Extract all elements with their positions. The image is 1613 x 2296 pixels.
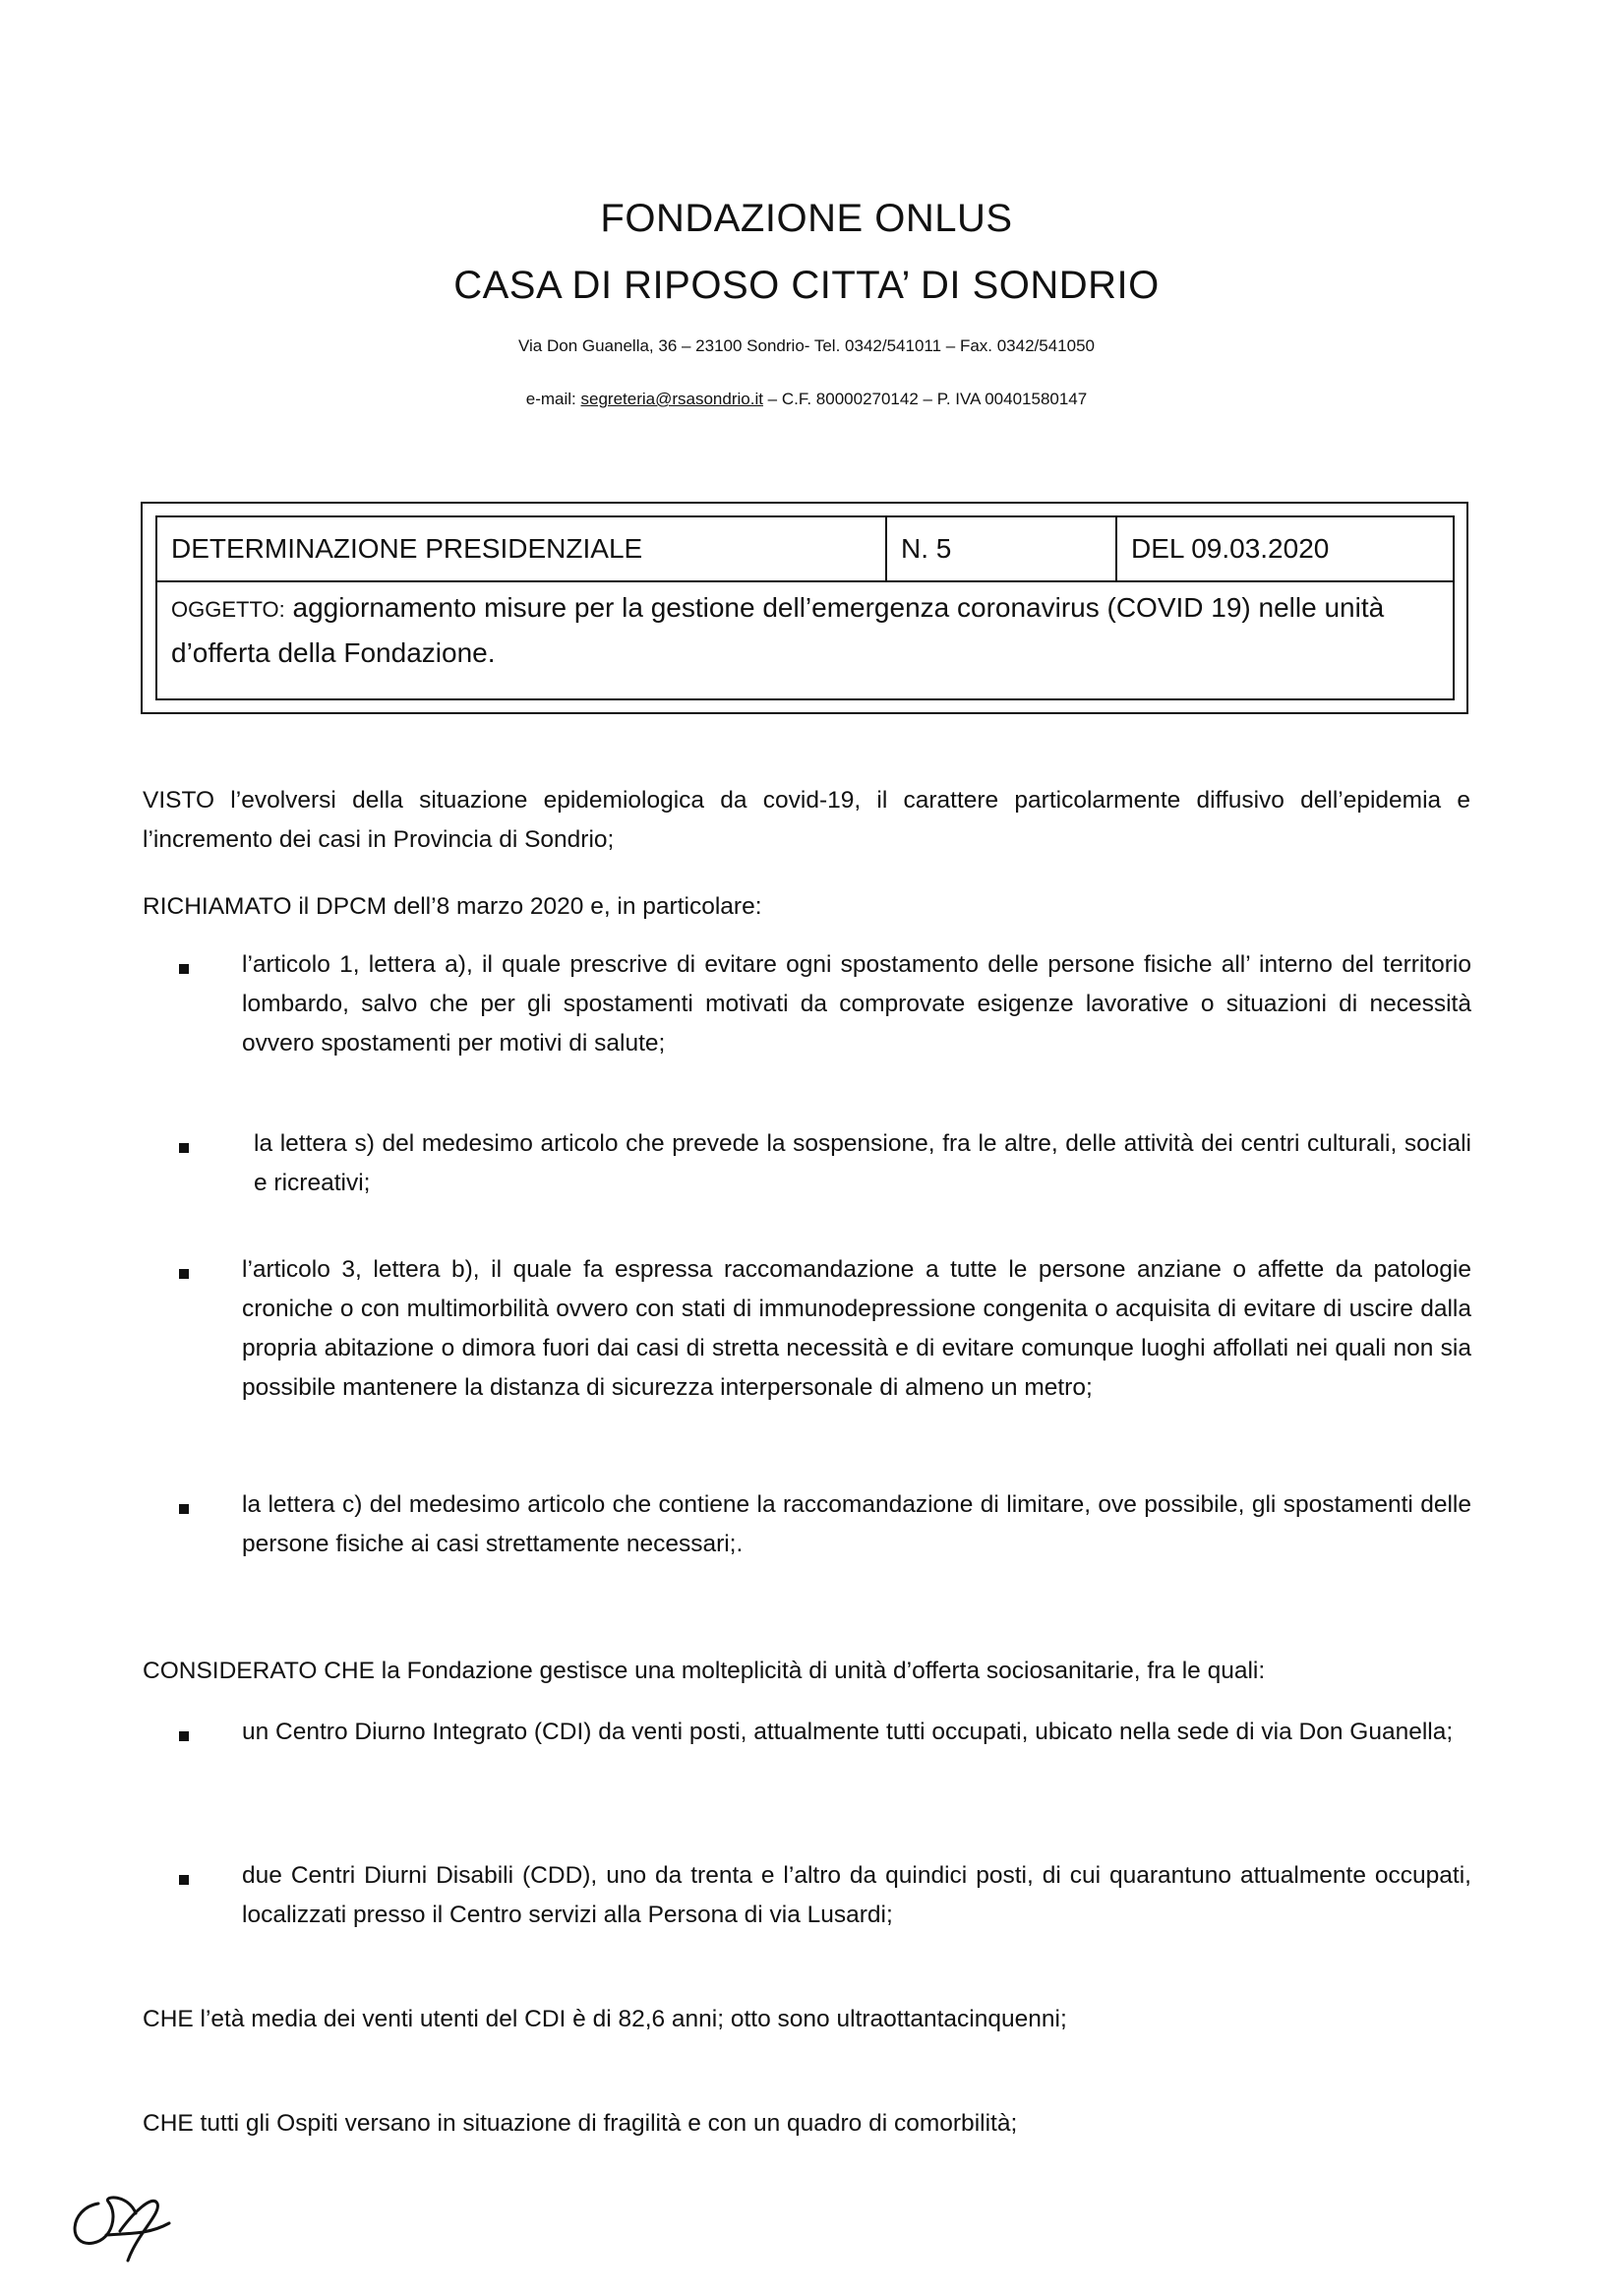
bullet-icon	[179, 1143, 189, 1153]
document-date: DEL 09.03.2020	[1131, 533, 1330, 564]
subject	[171, 586, 1440, 675]
organization-name: FONDAZIONE ONLUS	[600, 197, 1013, 240]
richiamato-lead: RICHIAMATO	[143, 893, 292, 920]
che-lead: CHE	[143, 2006, 194, 2032]
visto-text: l’evolversi della situazione epidemiologica da covid-19, il carattere particolarmente diffusivo dell’epidemia e l’incremento dei casi in Provincia di Sondrio;	[143, 787, 1470, 853]
che-paragraph	[143, 2104, 1470, 2144]
organization-subtitle: CASA DI RIPOSO CITTA’ DI SONDRIO	[453, 264, 1160, 307]
list-item: due Centri Diurni Disabili (CDD), uno da trenta e l’altro da quindici posti, di cui quarantuno attualmente occupati, localizzati presso il Centro servizi alla Persona di via Lusardi;	[242, 1862, 1471, 1928]
address-line: Via Don Guanella, 36 – 23100 Sondrio- Tel. 0342/541011 – Fax. 0342/541050	[517, 336, 1095, 355]
visto-lead: VISTO	[143, 787, 215, 814]
email-label: e-mail:	[525, 390, 581, 408]
document-type: DETERMINAZIONE PRESIDENZIALE	[157, 517, 887, 580]
considerato-lead: CONSIDERATO CHE	[143, 1658, 375, 1684]
document-number: N. 5	[887, 517, 1117, 580]
considerato-text: la Fondazione gestisce una molteplicità di unità d’offerta sociosanitarie, fra le quali:	[374, 1658, 1266, 1684]
bullet-icon	[179, 1731, 189, 1741]
determination-box	[155, 515, 1455, 700]
bullet-icon	[179, 964, 189, 974]
subject-label: OGGETTO:	[171, 597, 285, 622]
bullet-icon	[179, 1875, 189, 1885]
che-text: l’età media dei venti utenti del CDI è di 82,6 anni; otto sono ultraottantacinquenni;	[193, 2006, 1067, 2032]
che-lead: CHE	[143, 2110, 194, 2137]
list-item: l’articolo 1, lettera a), il quale prescrive di evitare ogni spostamento delle persone fisiche all’ interno del territorio lombardo, salvo che per gli spostamenti motivati da comprovate esigenze lavorative o situazioni di necessità ovvero spostamenti per motivi di salute;	[242, 951, 1471, 1057]
bullet-icon	[179, 1269, 189, 1279]
bullet-icon	[179, 1504, 189, 1514]
che-text: tutti gli Ospiti versano in situazione di fragilità e con un quadro di comorbilità;	[193, 2110, 1018, 2137]
list-item: un Centro Diurno Integrato (CDI) da venti posti, attualmente tutti occupati, ubicato nella sede di via Don Guanella;	[242, 1719, 1454, 1745]
list-item: l’articolo 3, lettera b), il quale fa espressa raccomandazione a tutte le persone anziane o affette da patologie croniche o con multimorbilità ovvero con stati di immunodepressione congenita o acquisita di evitare di uscire dalla propria abitazione o dimora fuori dai casi di stretta necessità e di evitare comunque luoghi affollati nei quali non sia possibile mantenere la distanza di sicurezza interpersonale di almeno un metro;	[242, 1256, 1471, 1401]
determination-header-row	[157, 517, 1453, 582]
considerato-paragraph	[143, 1652, 1470, 1691]
handwritten-initials	[59, 2174, 177, 2272]
subject-text: aggiornamento misure per la gestione dell’emergenza coronavirus (COVID 19) nelle unità d’offerta della Fondazione.	[171, 592, 1385, 668]
richiamato-text: il DPCM dell’8 marzo 2020 e, in particolare:	[291, 893, 762, 920]
visto-paragraph	[143, 781, 1470, 860]
list-item: la lettera c) del medesimo articolo che contiene la raccomandazione di limitare, ove possibile, gli spostamenti delle persone fisiche ai casi strettamente necessari;.	[242, 1491, 1471, 1557]
list-item: la lettera s) del medesimo articolo che prevede la sospensione, fra le altre, delle attività dei centri culturali, sociali e ricreativi;	[254, 1130, 1471, 1196]
fiscal-codes: – C.F. 80000270142 – P. IVA 00401580147	[762, 390, 1088, 408]
email-link[interactable]: segreteria@rsasondrio.it	[580, 390, 763, 408]
che-paragraph	[143, 2000, 1470, 2039]
contact-line	[0, 390, 1613, 409]
richiamato-paragraph	[143, 887, 1470, 927]
